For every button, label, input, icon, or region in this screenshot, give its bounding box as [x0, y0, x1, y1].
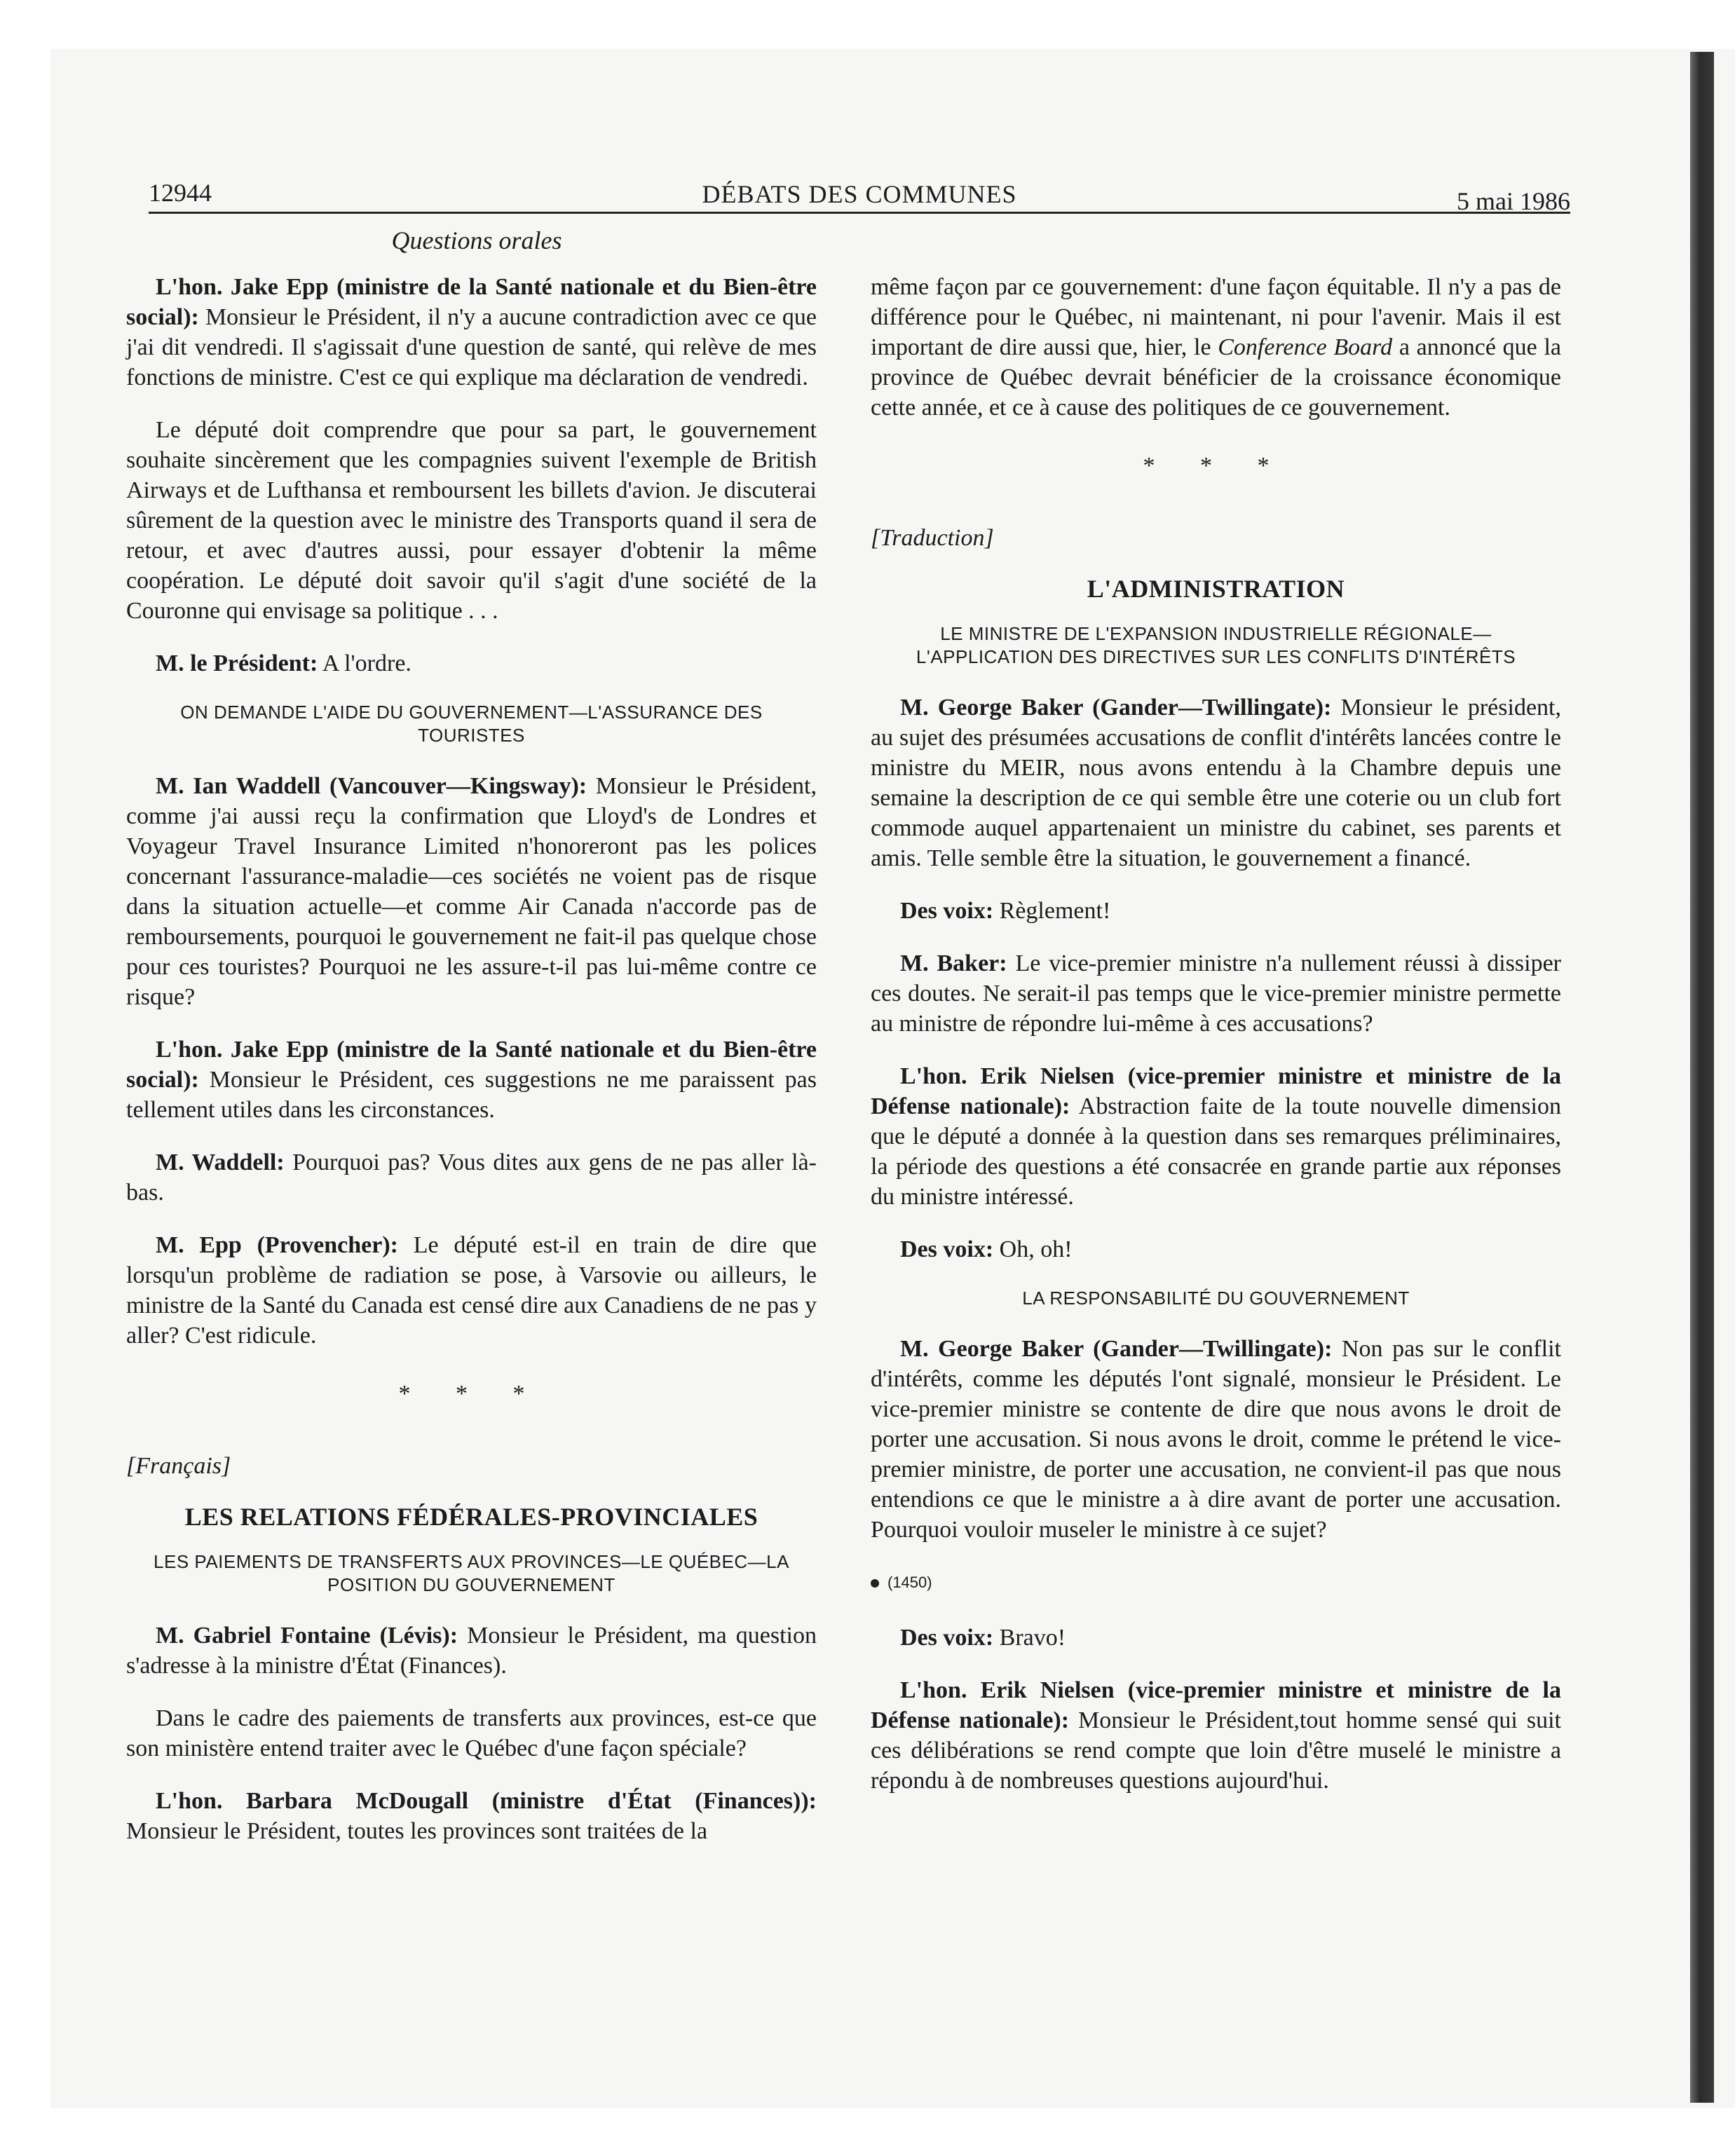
- speech-text: Pourquoi pas? Vous dites aux gens de ne pas aller là-bas.: [126, 1149, 817, 1206]
- paragraph: Le député doit comprendre que pour sa part, le gouvernement souhaite sincèrement que les compagnies suivent l'exemple de British Airways et de Lufthansa et remboursent les billets d'avion. Je discuterai sûrement de la question avec le ministre des Transports quand il sera de retour, et avec d'autres aussi, pour essayer d'obtenir la même coopération. Le député doit savoir qu'il s'agit d'une société de la Couronne qui envisage sa politique . . .: [126, 417, 817, 624]
- paragraph: [871, 896, 1561, 926]
- speech-text: Monsieur le Président, ma question s'adresse à la ministre d'État (Finances).: [126, 1623, 817, 1679]
- paragraph: [871, 272, 1561, 423]
- language-marker: [Traduction]: [871, 525, 994, 551]
- speaker-name: M. George Baker (Gander—Twillingate):: [900, 1336, 1333, 1362]
- speaker-name: M. Ian Waddell (Vancouver—Kingsway):: [156, 773, 587, 799]
- bullet-icon: [871, 1579, 879, 1588]
- topic-heading: L'ADMINISTRATION: [1087, 575, 1345, 603]
- speaker-name: M. George Baker (Gander—Twillingate):: [900, 695, 1332, 721]
- page-number: 12944: [149, 179, 212, 207]
- speaker-name: Des voix:: [900, 1625, 994, 1651]
- paragraph: [871, 692, 1561, 873]
- publication-title: DÉBATS DES COMMUNES: [702, 180, 1017, 208]
- scan-margin-left: [0, 0, 50, 2156]
- language-marker: [Français]: [126, 1453, 231, 1479]
- speech-text: Monsieur le Président, ces suggestions ne me paraissent pas tellement utiles dans les circonstances.: [126, 1067, 817, 1123]
- paragraph: Dans le cadre des paiements de transferts aux provinces, est-ce que son ministère entend traiter avec le Québec d'une façon spéciale?: [126, 1705, 817, 1761]
- paragraph: [126, 1035, 817, 1125]
- speaker-name: M. Baker:: [900, 950, 1007, 976]
- paragraph: [871, 1334, 1561, 1545]
- speaker-name: M. Waddell:: [156, 1149, 285, 1175]
- subject-heading: LA RESPONSABILITÉ DU GOUVERNEMENT: [1022, 1288, 1410, 1309]
- speech-text: Monsieur le Président, comme j'ai aussi reçu la confirmation que Lloyd's de Londres et Voyageur Travel Insurance Limited n'honoreront pas les polices concernant l'assurance-maladie—ces sociétés ne voient pas de risque dans la situation actuelle—et comme Air Canada n'accorde pas de remboursements, pourquoi le gouvernement ne fait-il pas quelque chose pour ces touristes? Pourquoi ne les assure-t-il pas lui-même contre ce risque?: [126, 773, 817, 1010]
- paragraph: [126, 1230, 817, 1351]
- section-label: Questions orales: [391, 226, 562, 254]
- speech-text: A l'ordre.: [318, 650, 411, 676]
- speech-text: Monsieur le Président,tout homme sensé qui suit ces délibérations se rend compte que loin d'être muselé le ministre a répondu à de nombreuses questions aujourd'hui.: [871, 1707, 1561, 1794]
- paragraph: [126, 1786, 817, 1846]
- speaker-name: L'hon. Erik Nielsen (vice-premier ministre et ministre de la Défense nationale):: [871, 1063, 1561, 1119]
- paragraph: [871, 1675, 1561, 1796]
- binding-edge: [1690, 52, 1714, 2103]
- speech-text: Non pas sur le conflit d'intérêts, comme les députés l'ont signalé, monsieur le Président. Le vice-premier ministre se contente de dire que nous avons le droit de porter une accusation. Si nous avons le droit, comme le prétend le vice-premier ministre, de porter une accusation, ne convient-il pas que nous entendions ce que le ministre a à dire avant de porter une accusation. Pourquoi vouloir museler le ministre à ce sujet?: [871, 1336, 1562, 1543]
- speech-text: Monsieur le Président, il n'y a aucune contradiction avec ce que j'ai dit vendredi. Il s'agissait d'une question de santé, qui relève de mes fonctions de ministre. C'est ce qui explique ma déclaration de vendredi.: [126, 304, 817, 390]
- paragraph: [126, 272, 817, 393]
- paragraph: [126, 1621, 817, 1681]
- speech-text: Abstraction faite de la toute nouvelle dimension que le député a donnée à la question dans ses remarques préliminaires, la période des questions a été consacrée en grande partie aux réponses du ministre intéressé.: [871, 1093, 1562, 1210]
- paragraph: [871, 948, 1561, 1039]
- speaker-name: Des voix:: [900, 898, 994, 924]
- left-column: [126, 272, 817, 1869]
- time-marker: [871, 1567, 1561, 1597]
- paragraph: [126, 648, 817, 678]
- subject-heading: ON DEMANDE L'AIDE DU GOUVERNEMENT—L'ASSURANCE DES TOURISTES: [180, 702, 763, 746]
- paragraph: [871, 1234, 1561, 1264]
- speech-text: Bravo!: [993, 1625, 1066, 1651]
- subject-heading: LES PAIEMENTS DE TRANSFERTS AUX PROVINCES—LE QUÉBEC—LA POSITION DU GOUVERNEMENT: [154, 1551, 789, 1595]
- scan-margin-bottom: [0, 2108, 1735, 2156]
- time-stamp: (1450): [887, 1574, 932, 1591]
- paragraph: [871, 1061, 1561, 1212]
- paragraph: [126, 771, 817, 1012]
- speaker-name: M. Epp (Provencher):: [156, 1232, 398, 1258]
- speech-text: Le député est-il en train de dire que lorsqu'un problème de radiation se pose, à Varsovie ou ailleurs, le ministre de la Santé du Canada est censé dire aux Canadiens de ne pas y aller? C'est ridicule.: [126, 1232, 817, 1349]
- scan-margin-top: [0, 0, 1735, 49]
- right-column: [871, 272, 1561, 1818]
- speaker-name: L'hon. Jake Epp (ministre de la Santé nationale et du Bien-être social):: [126, 1037, 817, 1093]
- speech-text: Oh, oh!: [993, 1236, 1073, 1262]
- speaker-name: L'hon. Jake Epp (ministre de la Santé nationale et du Bien-être social):: [126, 274, 817, 330]
- topic-heading: LES RELATIONS FÉDÉRALES-PROVINCIALES: [184, 1503, 758, 1531]
- speaker-name: L'hon. Barbara McDougall (ministre d'État (Finances)):: [156, 1788, 817, 1814]
- speaker-name: M. le Président:: [156, 650, 318, 676]
- italic-term: Conference Board: [1218, 334, 1393, 360]
- section-separator: * * *: [1143, 453, 1289, 479]
- publication-date: 5 mai 1986: [1457, 187, 1570, 215]
- speech-text: Le vice-premier ministre n'a nullement réussi à dissiper ces doutes. Ne serait-il pas temps que le vice-premier ministre permette au ministre de répondre lui-même à ces accusations?: [871, 950, 1561, 1037]
- paragraph: [126, 1147, 817, 1208]
- speaker-name: L'hon. Erik Nielsen (vice-premier ministre et ministre de la Défense nationale):: [871, 1677, 1561, 1733]
- running-header: [149, 175, 1570, 214]
- speech-text: Monsieur le Président, toutes les provinces sont traitées de la: [126, 1818, 708, 1844]
- hansard-page: [126, 175, 1570, 1998]
- section-separator: * * *: [398, 1381, 545, 1407]
- speech-text: a annoncé que la province de Québec devrait bénéficier de la croissance économique cette année, et ce à cause des politiques de ce gouvernement.: [871, 334, 1561, 421]
- speech-text: même façon par ce gouvernement: d'une façon équitable. Il n'y a pas de différence pour le Québec, ni maintenant, ni pour l'avenir. Mais il est important de dire aussi que, hier, le: [871, 274, 1561, 360]
- speaker-name: Des voix:: [900, 1236, 994, 1262]
- speech-text: Monsieur le président, au sujet des présumées accusations de conflit d'intérêts lancées contre le ministre du MEIR, nous avons entendu à la Chambre depuis une semaine la description de ce qui semble être une coterie ou un club fort commode auquel appartenaient un ministre du cabinet, ses parents et amis. Telle semble être la situation, le gouvernement a financé.: [871, 695, 1561, 871]
- speaker-name: M. Gabriel Fontaine (Lévis):: [156, 1623, 458, 1649]
- subject-heading: LE MINISTRE DE L'EXPANSION INDUSTRIELLE RÉGIONALE—L'APPLICATION DES DIRECTIVES SUR LES CONFLITS D'INTÉRÊTS: [916, 623, 1516, 667]
- paragraph: [871, 1623, 1561, 1653]
- speech-text: Règlement!: [993, 898, 1111, 924]
